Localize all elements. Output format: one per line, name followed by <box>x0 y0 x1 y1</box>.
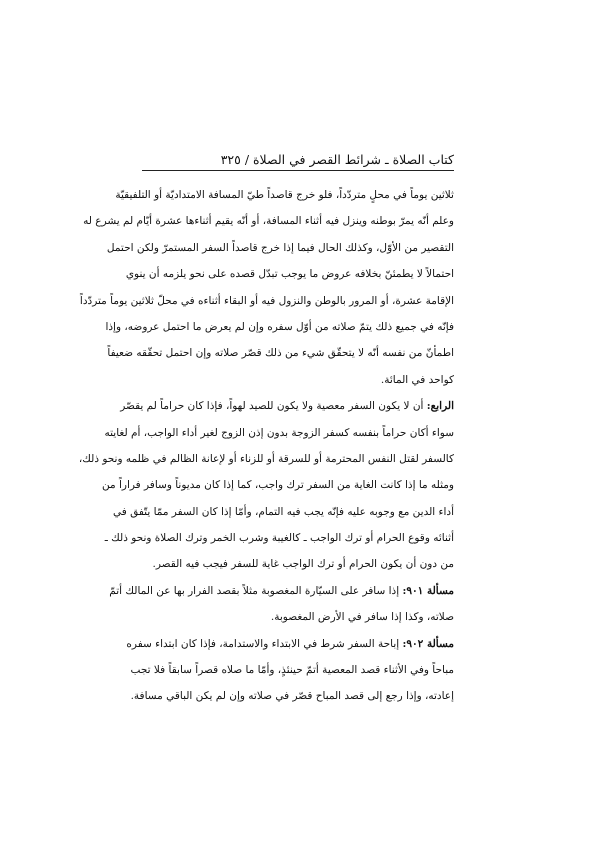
paragraph <box>79 182 454 393</box>
text-line: الإقامة عشرة، أو المرور بالوطن والنزول فيه أو البقاء أثناءه في محلّ ثلاثين يوماً متردّداً <box>79 294 454 307</box>
text-line <box>109 578 454 604</box>
paragraph <box>126 631 454 710</box>
text-line <box>120 393 454 419</box>
paragraph-lead: الرابع: <box>426 400 454 413</box>
text-line <box>126 631 454 657</box>
text-line: سواء أكان حراماً بنفسه كسفر الزوجة بدون إذن الزوج لغير أداء الواجب، أم لغايته <box>104 426 454 439</box>
text-line: اطمأنّ من نفسه أنّه لا يتحقّق شيء من ذلك قصّر صلاته وإن احتمل تحقّقه ضعيفاً <box>107 347 454 360</box>
text-run: أن لا يكون السفر معصية ولا يكون للصيد لهواً، فإذا كان حراماً لم يقصّر <box>120 400 427 413</box>
text-line: احتمالاً لا يطمئنّ بخلافه عروض ما يوجب تبدّل قصده على نحو يلزمه أن ينوي <box>125 268 454 281</box>
text-line: أثنائه وقوع الحرام أو ترك الواجب ـ كالغيبة وشرب الخمر وترك الصلاة ونحو ذلك ـ <box>104 532 454 545</box>
body-text <box>78 182 454 710</box>
text-line: ومثله ما إذا كانت الغاية من السفر ترك واجب، كما إذا كان مديوناً وسافر فراراً من <box>102 479 454 492</box>
issue-number: مسألة ٩٠١: <box>402 584 454 597</box>
issue-number: مسألة ٩٠٢: <box>402 637 454 650</box>
text-line: أداء الدين مع وجوبه عليه فإنّه يجب فيه التمام، وأمّا إذا كان السفر ممّا يتّفق في <box>112 505 454 518</box>
text-line: من دون أن يكون الحرام أو ترك الواجب غاية للسفر فيجب فيه القصر. <box>152 558 454 571</box>
running-header: كتاب الصلاة ـ شرائط القصر في الصلاة / ٣٢٥ <box>142 152 454 171</box>
text-line: إعادته، وإذا رجع إلى قصد المباح قصّر في صلاته وإن لم يكن الباقي مسافة. <box>130 690 454 703</box>
text-line: صلاته، وكذا إذا سافر في الأرض المغصوبة. <box>270 611 454 624</box>
text-line: وعلم أنّه يمرّ بوطنه وينزل فيه أثناء المسافة، أو أنّه يقيم أثناءها عشرة أيّام لم يشرع له <box>83 215 454 228</box>
text-line: فإنّه في جميع ذلك يتمّ صلاته من أوّل سفره وإن لم يعرض ما احتمل عروضه، وإذا <box>105 320 454 333</box>
text-line: كواحد في المائة. <box>380 373 454 386</box>
text-line: التقصير من الأوّل، وكذلك الحال فيما إذا خرج قاصداً السفر المستمرّ ولكن احتمل <box>106 241 454 254</box>
text-line: ثلاثين يوماً في محلٍ متردّداً، فلو خرج قاصداً طيّ المسافة الامتداديّة أو التلفيقيّة <box>115 189 454 201</box>
text-run: إذا سافر على السيّارة المغصوبة مثلاً بقصد الفرار بها عن المالك أتمّ <box>109 584 403 597</box>
paragraph <box>78 393 454 578</box>
paragraph <box>109 578 454 631</box>
text-run: إباحة السفر شرط في الابتداء والاستدامة، فإذا كان ابتداء سفره <box>126 637 403 650</box>
text-line: كالسفر لقتل النفس المحترمة أو للسرقة أو للزناء أو لإعانة الظالم في ظلمه ونحو ذلك، <box>78 452 454 465</box>
text-line: مباحاً وفي الأثناء قصد المعصية أتمّ حينئذٍ، وأمّا ما صلاه قصراً سابقاً فلا تجب <box>130 664 454 677</box>
